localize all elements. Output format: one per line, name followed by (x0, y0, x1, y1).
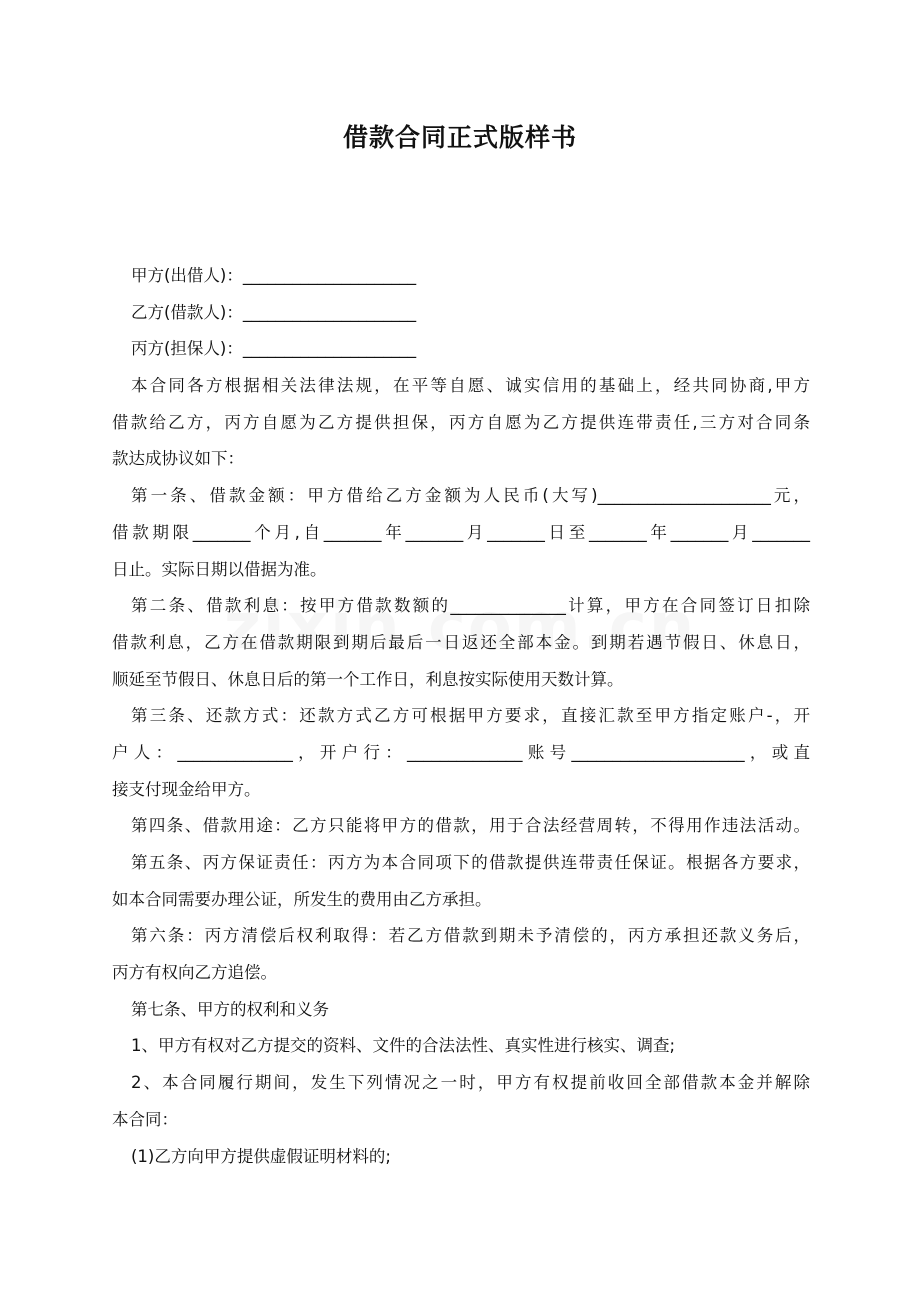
article-2-line: 顺延至节假日、休息日后的第一个工作日，利息按实际使用天数计算。 (112, 669, 624, 689)
article-5-line: 如本合同需要办理公证，所发生的费用由乙方承担。 (112, 889, 492, 909)
article-7-subitem-1: (1)乙方向甲方提供虚假证明材料的; (131, 1146, 391, 1166)
article-3-line: 户人：______________，开户行：______________账号_____________________，或直 (112, 742, 810, 762)
article-4-line: 第四条、借款用途：乙方只能将甲方的借款，用于合法经营周转，不得用作违法活动。 (131, 816, 810, 836)
preamble-line: 本合同各方根据相关法律法规，在平等自愿、诚实信用的基础上，经共同协商,甲方 (131, 376, 810, 396)
party-a-line: 甲方(出借人)：_____________________ (131, 266, 417, 285)
article-6-line: 第六条：丙方清偿后权利取得：若乙方借款到期未予清偿的，丙方承担还款义务后， (131, 926, 810, 946)
party-c-line: 丙方(担保人)：_____________________ (131, 339, 417, 359)
article-5-line: 第五条、丙方保证责任：丙方为本合同项下的借款提供连带责任保证。根据各方要求， (131, 853, 810, 872)
article-6-line: 丙方有权向乙方追偿。 (112, 963, 277, 983)
document-title: 借款合同正式版样书 (342, 123, 577, 152)
article-1-line: 第一条、借款金额：甲方借给乙方金额为人民币(大写)_____________________元， (131, 486, 810, 506)
preamble-line: 款达成协议如下： (112, 449, 244, 469)
article-7-item-2: 本合同： (112, 1109, 178, 1129)
party-b-line: 乙方(借款人)：_____________________ (131, 302, 417, 322)
article-2-line: 第二条、借款利息：按甲方借款数额的______________计算，甲方在合同签订日扣除 (131, 596, 810, 616)
contract-body (112, 258, 812, 1175)
article-3-line: 第三条、还款方式：还款方式乙方可根据甲方要求，直接汇款至甲方指定账户-，开 (131, 706, 810, 726)
article-1-line: 借款期限_______个月,自_______年_______月_______日至_______年_______月_______ (112, 522, 810, 542)
article-2-line: 借款利息，乙方在借款期限到期后最后一日返还全部本金。到期若遇节假日、休息日， (112, 632, 810, 652)
article-7-item-2: 2、本合同履行期间，发生下列情况之一时，甲方有权提前收回全部借款本金并解除 (131, 1073, 810, 1093)
preamble-line: 借款给乙方，丙方自愿为乙方提供担保，丙方自愿为乙方提供连带责任,三方对合同条 (112, 412, 810, 432)
article-7-item-1: 1、甲方有权对乙方提交的资料、文件的合法法性、真实性进行核实、调查; (131, 1036, 676, 1056)
article-7-heading: 第七条、甲方的权利和义务 (131, 999, 329, 1019)
article-3-line: 接支付现金给甲方。 (112, 779, 261, 799)
article-1-line: 日止。实际日期以借据为准。 (112, 559, 327, 579)
